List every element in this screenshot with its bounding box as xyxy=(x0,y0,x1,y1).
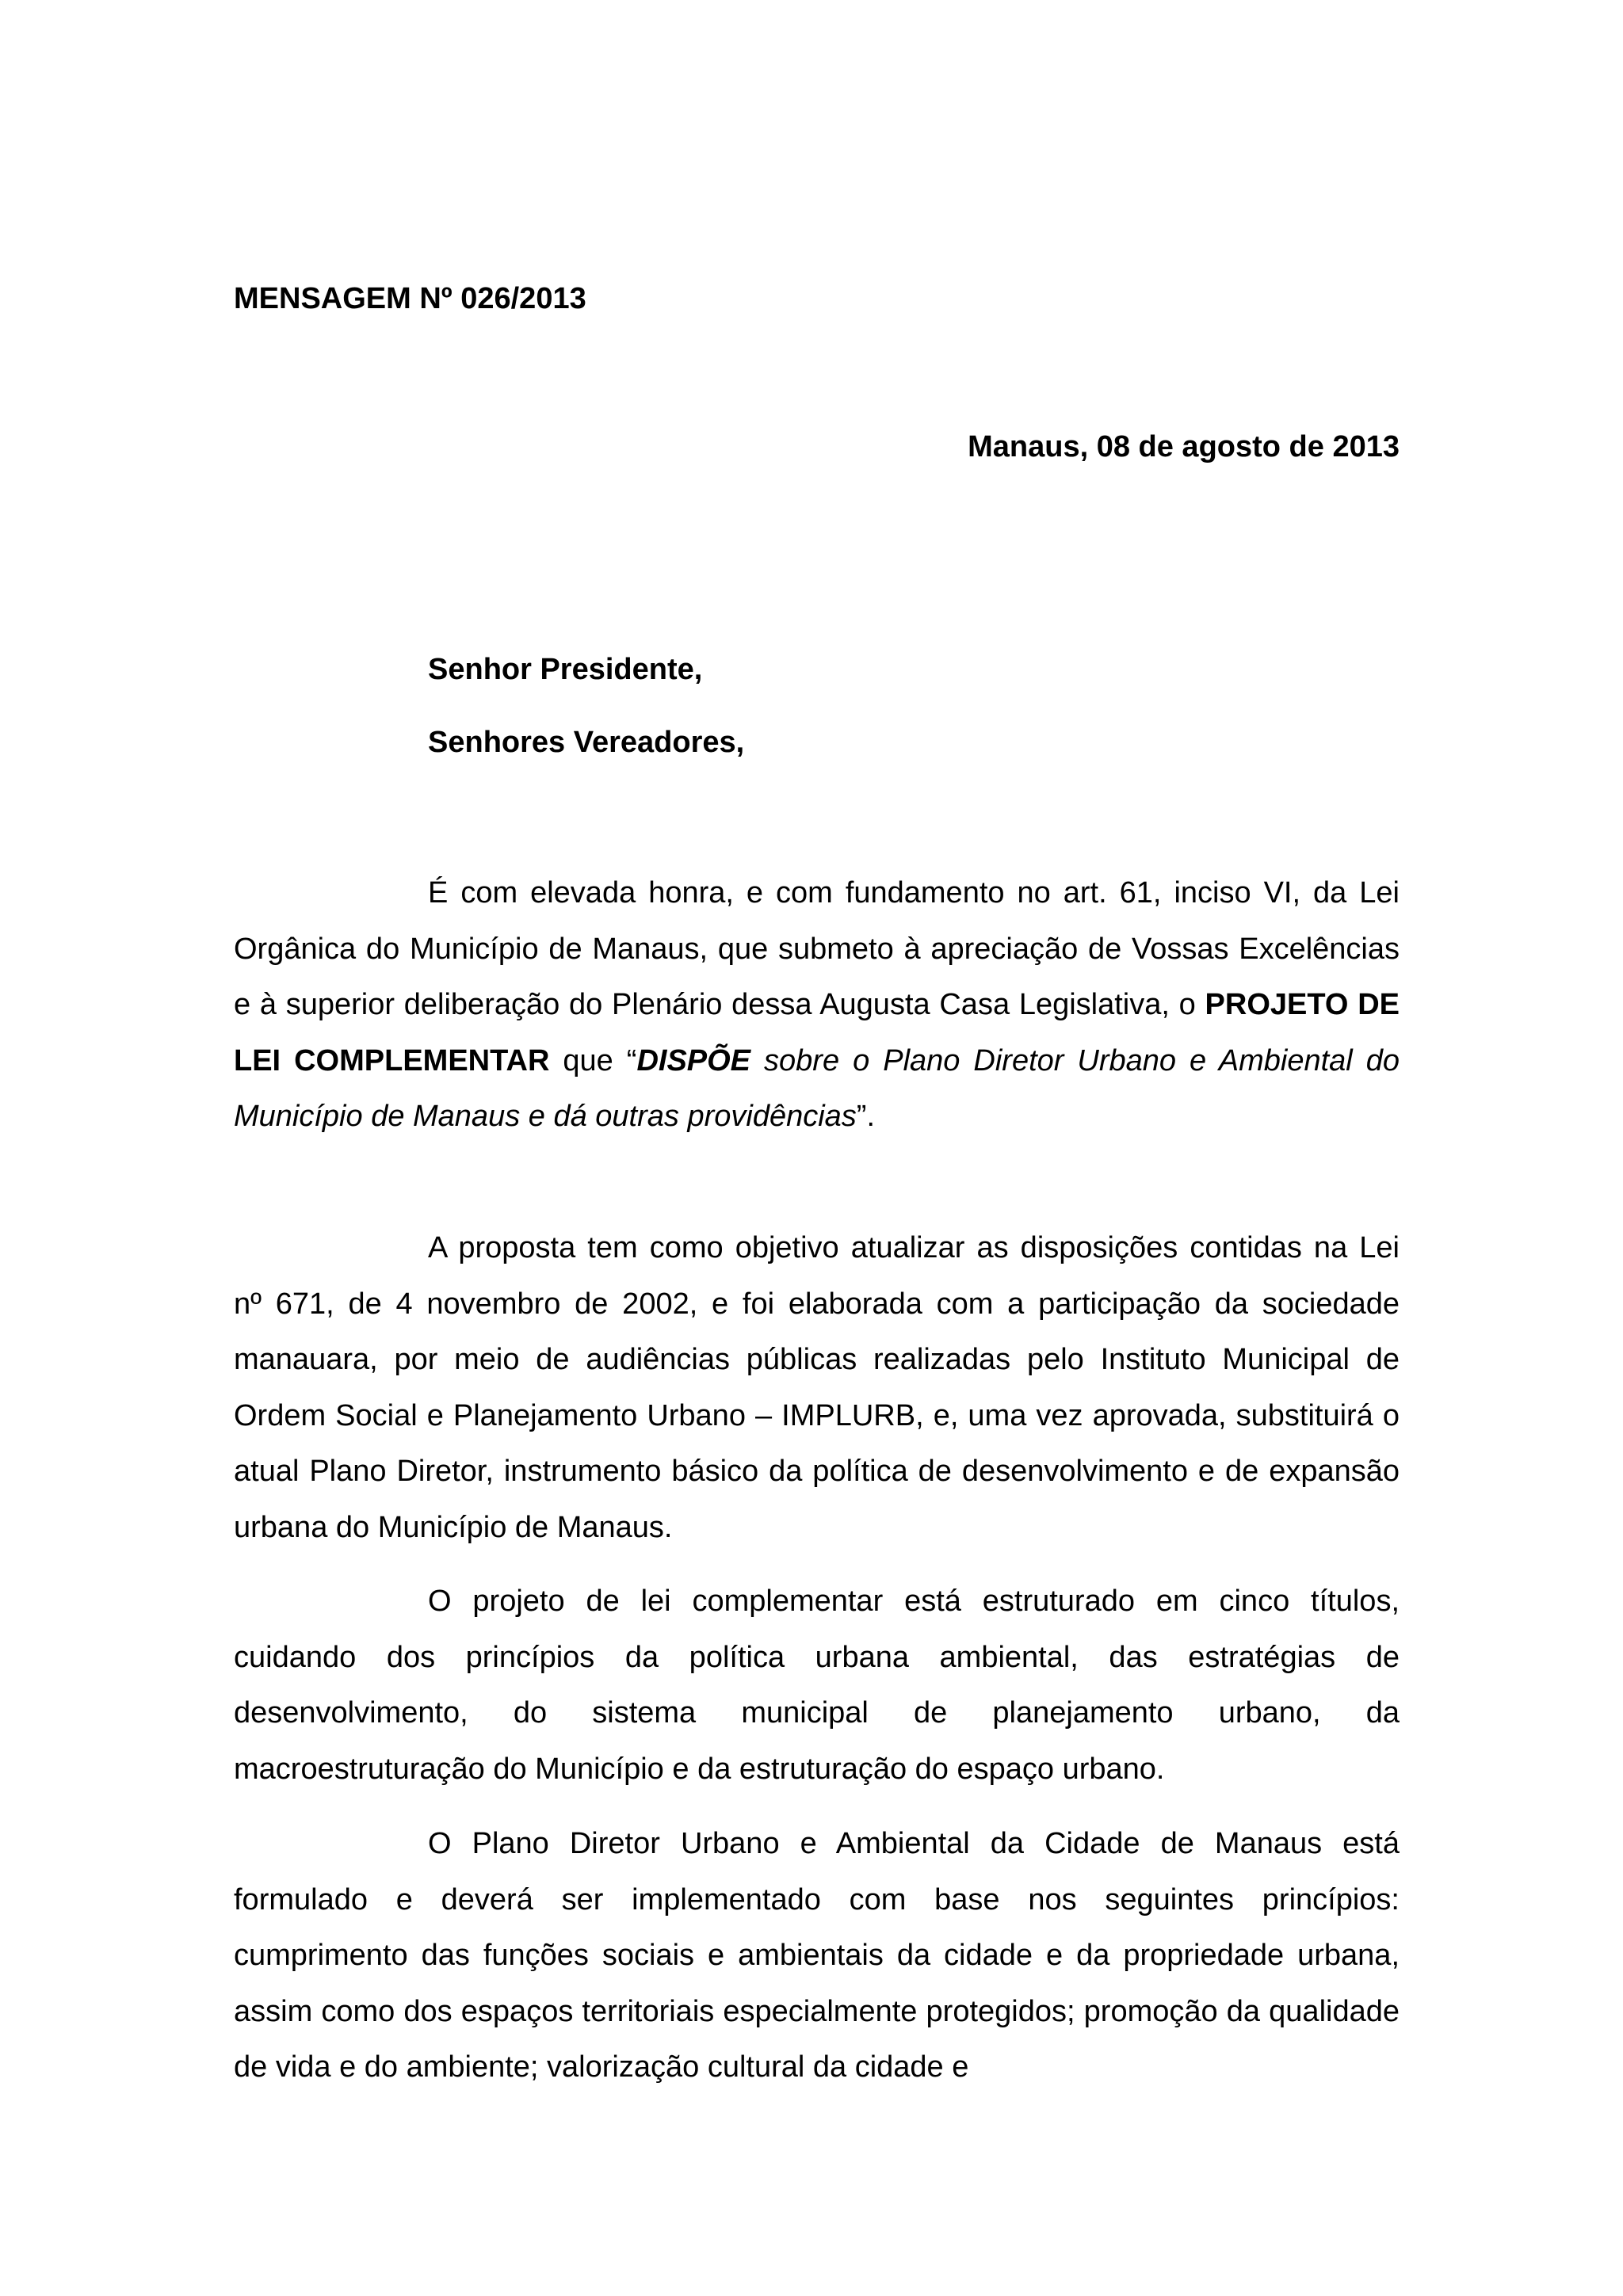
message-number-heading: MENSAGEM Nº 026/2013 xyxy=(234,282,586,315)
salutation-president: Senhor Presidente, xyxy=(428,653,703,686)
letter-date: Manaus, 08 de agosto de 2013 xyxy=(968,430,1400,463)
connector-text: que “ xyxy=(549,1043,637,1077)
closing-punctuation: ”. xyxy=(856,1100,876,1133)
bill-type: PROJETO DE LEI COMPLEMENTAR xyxy=(234,988,1400,1077)
paragraph-structure: O projeto de lei complementar está estruturado em cinco títulos, cuidando dos princípios da política urbana ambiental, das estratégias de desenvolvimento, do sistema municipal de planejamento urbano, da macroestruturação do Município e da estruturação do espaço urbano. xyxy=(234,1585,1400,1786)
salutation-councilors: Senhores Vereadores, xyxy=(428,726,745,759)
paragraph-principles: O Plano Diretor Urbano e Ambiental da Cidade de Manaus está formulado e deverá ser implementado com base nos seguintes princípios: cumprimento das funções sociais e ambientais da cidade e da propriedade urbana, assim como dos espaços territoriais especialmente protegidos; promoção da qualidade de vida e do ambiente; valorização cultural da cidade e xyxy=(234,1827,1400,2084)
paragraph-intro xyxy=(234,865,1400,1145)
paragraph-intro-text: É com elevada honra, e com fundamento no art. 61, inciso VI, da Lei Orgânica do Município de Manaus, que submeto à apreciação de Vossas Excelências e à superior deliberação do Plenário dessa Augusta Casa Legislativa, o xyxy=(234,876,1400,1021)
paragraph-objective: A proposta tem como objetivo atualizar as disposições contidas na Lei nº 671, de 4 novembro de 2002, e foi elaborada com a participação da sociedade manauara, por meio de audiências públicas realizadas pelo Instituto Municipal de Ordem Social e Planejamento Urbano – IMPLURB, e, uma vez aprovada, substituirá o atual Plano Diretor, instrumento básico da política de desenvolvimento e de expansão urbana do Município de Manaus. xyxy=(234,1231,1400,1544)
bill-verb: DISPÕE xyxy=(636,1043,751,1077)
bill-subject: sobre o Plano Diretor Urbano e Ambiental do Município de Manaus e dá outras providências xyxy=(234,1043,1400,1133)
